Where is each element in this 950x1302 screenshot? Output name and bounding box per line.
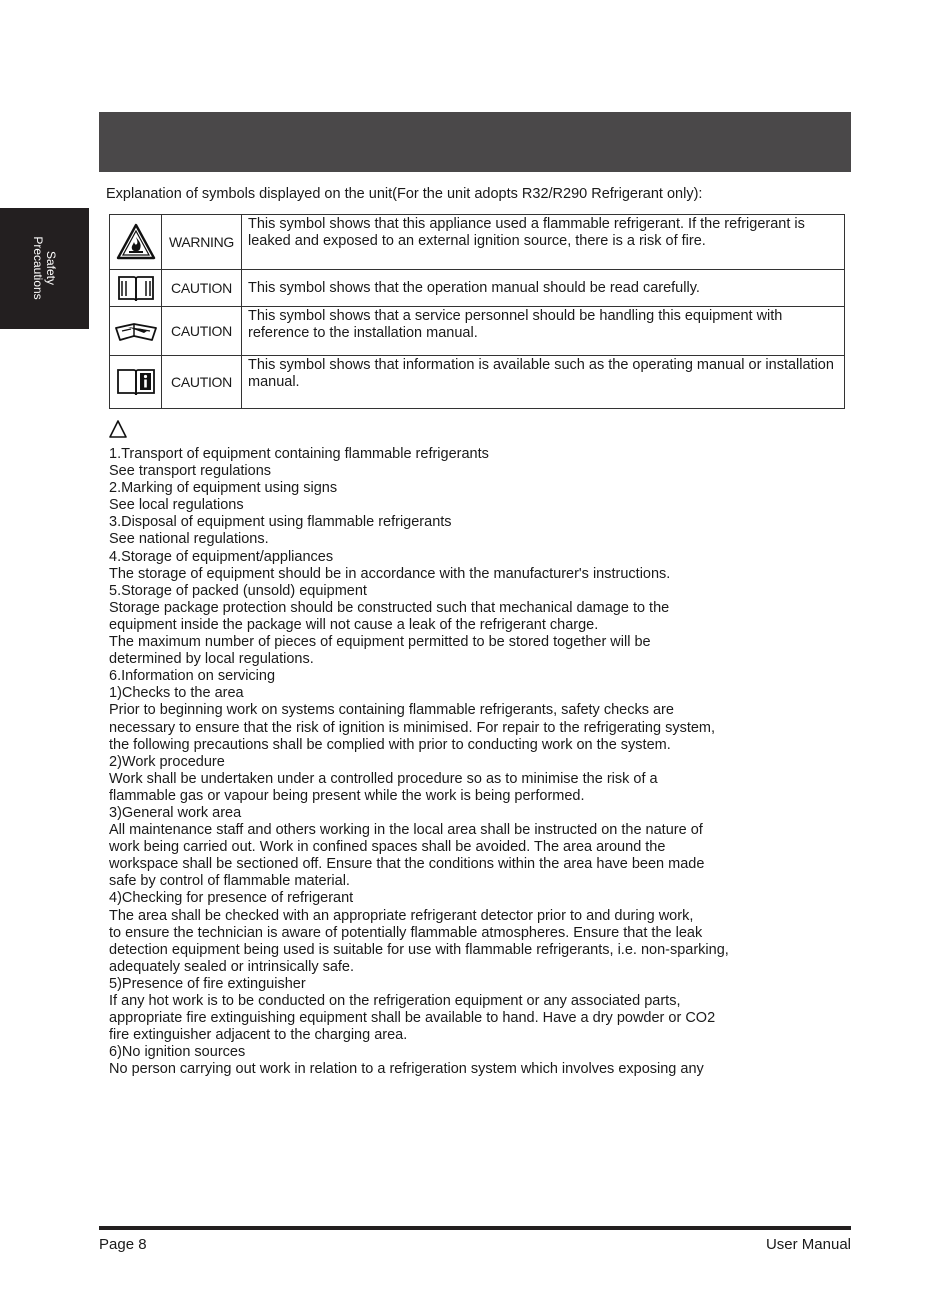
body-line: 1)Checks to the area	[109, 685, 244, 702]
symbols-table	[109, 214, 845, 409]
body-line: See transport regulations	[109, 463, 272, 480]
table-row	[110, 270, 845, 307]
body-line: If any hot work is to be conducted on the refrigeration equipment or any associated parts,	[109, 993, 681, 1009]
body-line: Work shall be undertaken under a controlled procedure so as to minimise the risk of a	[109, 770, 658, 787]
body-line: See local regulations	[109, 497, 244, 514]
info-manual-icon	[115, 366, 157, 398]
symbol-level: CAUTION	[162, 307, 242, 356]
body-line: See national regulations.	[109, 531, 269, 548]
flammable-warning-icon	[116, 223, 156, 261]
body-line: detection equipment being used is suitable for use with flammable refrigerants, i.e. non-sparking,	[109, 941, 729, 958]
side-tab-line1: Safety	[44, 250, 58, 286]
body-line: No person carrying out work in relation to a refrigeration system which involves exposing any	[109, 1061, 704, 1078]
page-number: Page 8	[99, 1236, 147, 1253]
body-line: fire extinguisher adjacent to the charging area.	[109, 1027, 408, 1044]
body-line: 1.Transport of equipment containing flammable refrigerants	[109, 446, 489, 462]
body-line: 2)Work procedure	[109, 753, 225, 770]
symbol-icon-cell	[110, 270, 162, 307]
symbol-level: CAUTION	[162, 270, 242, 307]
body-line: 3.Disposal of equipment using flammable refrigerants	[109, 514, 452, 531]
table-row	[110, 356, 845, 409]
body-line: 6)No ignition sources	[109, 1044, 246, 1061]
body-line: 2.Marking of equipment using signs	[109, 480, 338, 497]
symbol-icon-cell	[110, 356, 162, 409]
warning-triangle-icon	[108, 419, 128, 439]
body-line: All maintenance staff and others working in the local area shall be instructed on the nature of	[109, 822, 703, 839]
body-line: The area shall be checked with an appropriate refrigerant detector prior to and during work,	[109, 907, 694, 924]
symbol-icon-cell	[110, 307, 162, 356]
body-line: work being carried out. Work in confined spaces shall be avoided. The area around the	[109, 839, 666, 856]
body-line: The maximum number of pieces of equipment permitted to be stored together will be	[109, 634, 651, 651]
symbols-intro: Explanation of symbols displayed on the unit(For the unit adopts R32/R290 Refrigerant only):	[106, 186, 703, 202]
body-line: 4)Checking for presence of refrigerant	[109, 890, 354, 907]
body-line: flammable gas or vapour being present while the work is being performed.	[109, 787, 585, 804]
body-line: 5)Presence of fire extinguisher	[109, 975, 306, 992]
body-line: determined by local regulations.	[109, 651, 314, 668]
body-line: Storage package protection should be constructed such that mechanical damage to the	[109, 599, 670, 616]
document-title: User Manual	[765, 1236, 851, 1253]
body-line: necessary to ensure that the risk of ignition is minimised. For repair to the refrigerating system,	[109, 719, 716, 736]
table-row	[110, 307, 845, 356]
symbol-level: CAUTION	[162, 356, 242, 409]
body-line: Prior to beginning work on systems containing flammable refrigerants, safety checks are	[109, 702, 674, 719]
body-line: equipment inside the package will not cause a leak of the refrigerant charge.	[109, 616, 599, 633]
body-line: to ensure the technician is aware of potentially flammable atmospheres. Ensure that the leak	[109, 924, 703, 941]
body-line: The storage of equipment should be in accordance with the manufacturer's instructions.	[109, 565, 671, 582]
service-manual-icon	[114, 318, 158, 344]
body-line: 3)General work area	[109, 804, 242, 821]
body-line: the following precautions shall be complied with prior to conducting work on the system.	[109, 736, 671, 753]
operation-manual-icon	[116, 273, 156, 303]
body-line: safe by control of flammable material.	[109, 873, 350, 890]
symbol-description: This symbol shows that a service personnel should be handling this equipment with reference to the installation manual.	[242, 307, 845, 356]
symbol-description: This symbol shows that information is available such as the operating manual or installation manual.	[242, 356, 845, 409]
symbol-icon-cell	[110, 215, 162, 270]
symbol-level: WARNING	[162, 215, 242, 270]
section-header-bar	[99, 112, 851, 172]
body-line: 5.Storage of packed (unsold) equipment	[109, 582, 367, 599]
body-line: 6.Information on servicing	[109, 668, 276, 685]
footer-rule	[99, 1226, 851, 1230]
body-line: 4.Storage of equipment/appliances	[109, 548, 334, 565]
body-line: workspace shall be sectioned off. Ensure that the conditions within the area have been made	[109, 856, 705, 873]
side-tab-label	[31, 236, 57, 299]
body-line: adequately sealed or intrinsically safe.	[109, 958, 355, 975]
body-line: appropriate fire extinguishing equipment shall be available to hand. Have a dry powder or CO2	[109, 1010, 716, 1027]
table-row	[110, 215, 845, 270]
side-tab-line2: Precautions	[31, 236, 45, 300]
body-text	[109, 446, 849, 1078]
symbol-description: This symbol shows that this appliance used a flammable refrigerant. If the refrigerant is leaked and exposed to an external ignition source, there is a risk of fire.	[242, 215, 845, 270]
symbol-description: This symbol shows that the operation manual should be read carefully.	[242, 270, 845, 307]
